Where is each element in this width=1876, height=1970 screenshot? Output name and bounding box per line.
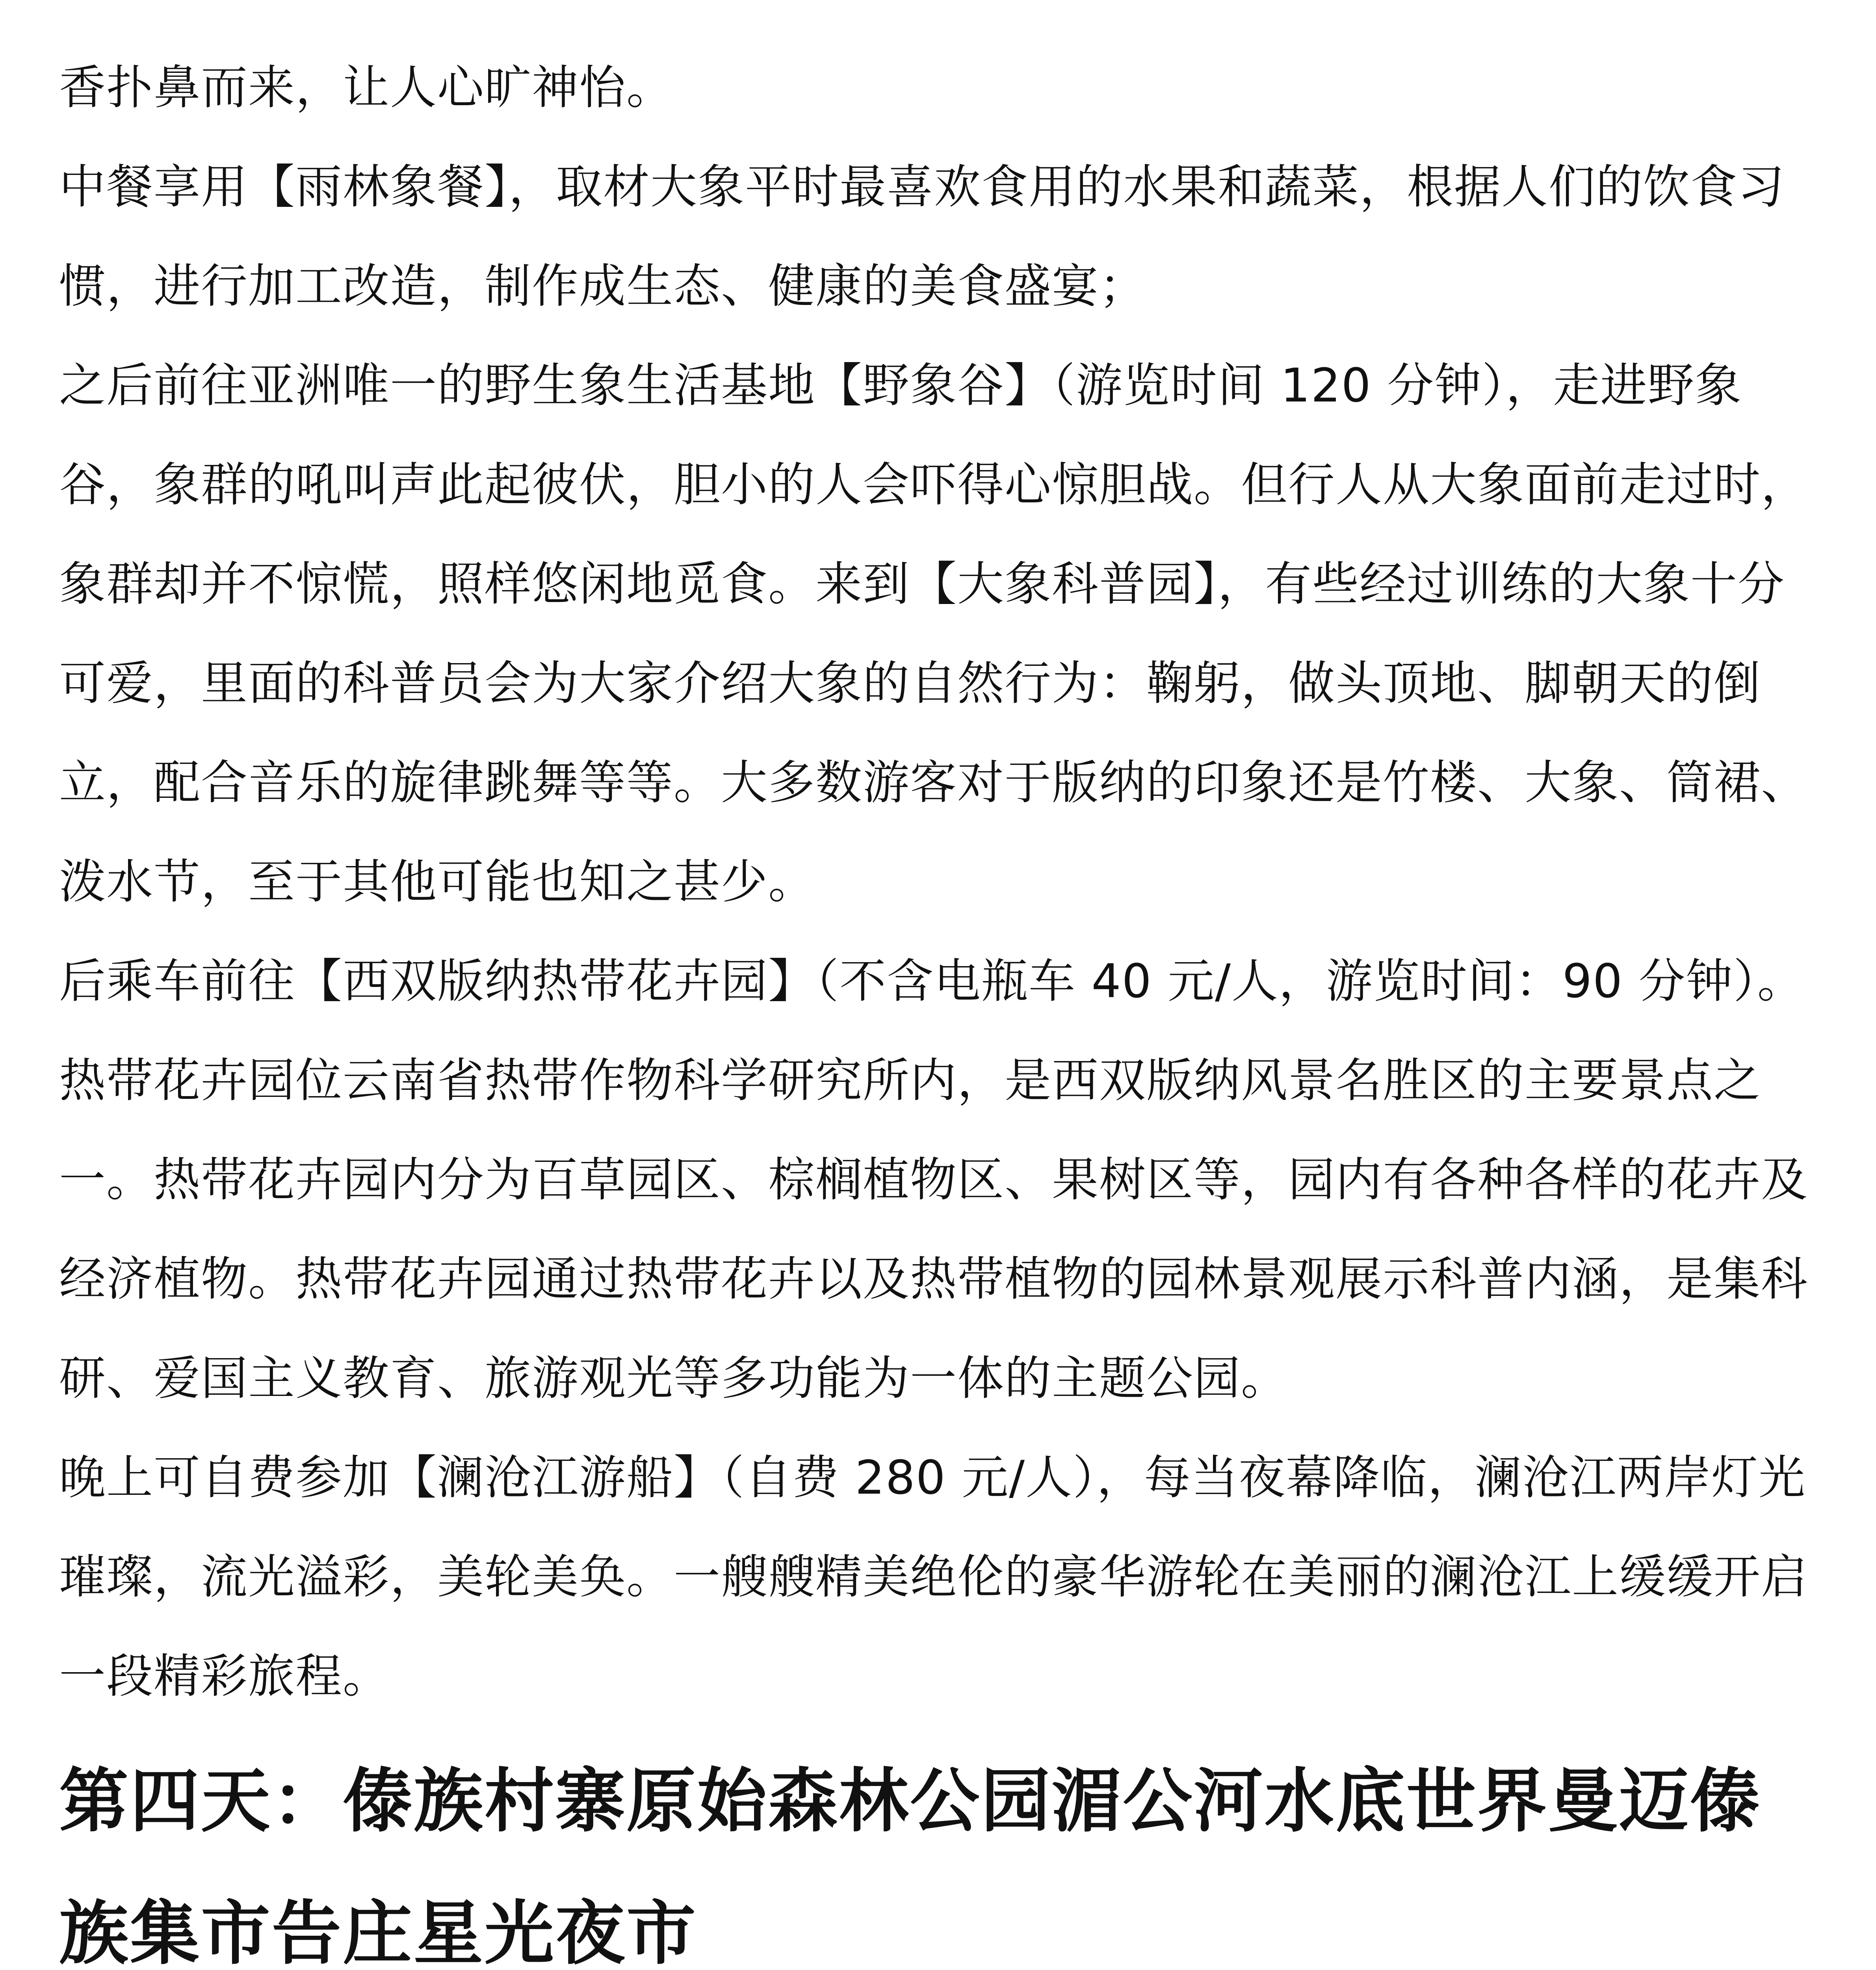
paragraph-wild-elephant-valley: 之后前往亚洲唯一的野生象生活基地【野象谷】（游览时间 120 分钟），走进野象谷，象群的吼叫声此起彼伏，胆小的人会吓得心惊胆战。但行人从大象面前走过时，象群却并不惊慌，照样悠闲地觅食。来到【大象科普园】，有些经过训练的大象十分可爱，里面的科普员会为大家介绍大象的自然行为：鞠躬，做头顶地、脚朝天的倒立，配合音乐的旋律跳舞等等。大多数游客对于版纳的印象还是竹楼、大象、筒裙、泼水节，至于其他可能也知之甚少。 bbox=[59, 358, 1809, 909]
paragraph-lunch-rainforest-elephant-meal: 中餐享用【雨林象餐】，取材大象平时最喜欢食用的水果和蔬菜，根据人们的饮食习惯，进行加工改造，制作成生态、健康的美食盛宴； bbox=[59, 160, 1785, 313]
paragraph-intro-fragrance: 香扑鼻而来，让人心旷神怡。 bbox=[59, 60, 674, 115]
day4-title: 第四天：傣族村寨原始森林公园湄公河水底世界曼迈傣族集市告庄星光夜市 bbox=[59, 1761, 1761, 1970]
paragraph-tropical-flower-garden: 后乘车前往【西双版纳热带花卉园】（不含电瓶车 40 元/人，游览时间：90 分钟）。热带花卉园位云南省热带作物科学研究所内，是西双版纳风景名胜区的主要景点之一。热带花卉园内分为百草园区、棕榈植物区、果树区等，园内有各种各样的花卉及经济植物。热带花卉园通过热带花卉以及热带植物的园林景观展示科普内涵，是集科研、爱国主义教育、旅游观光等多功能为一体的主题公园。 bbox=[59, 954, 1809, 1405]
document-page bbox=[59, 0, 1824, 1970]
paragraph-lancang-river-cruise: 晚上可自费参加【澜沧江游船】（自费 280 元/人），每当夜幕降临，澜沧江两岸灯光璀璨，流光溢彩，美轮美奂。一艘艘精美绝伦的豪华游轮在美丽的澜沧江上缓缓开启一段精彩旅程。 bbox=[59, 1450, 1809, 1703]
